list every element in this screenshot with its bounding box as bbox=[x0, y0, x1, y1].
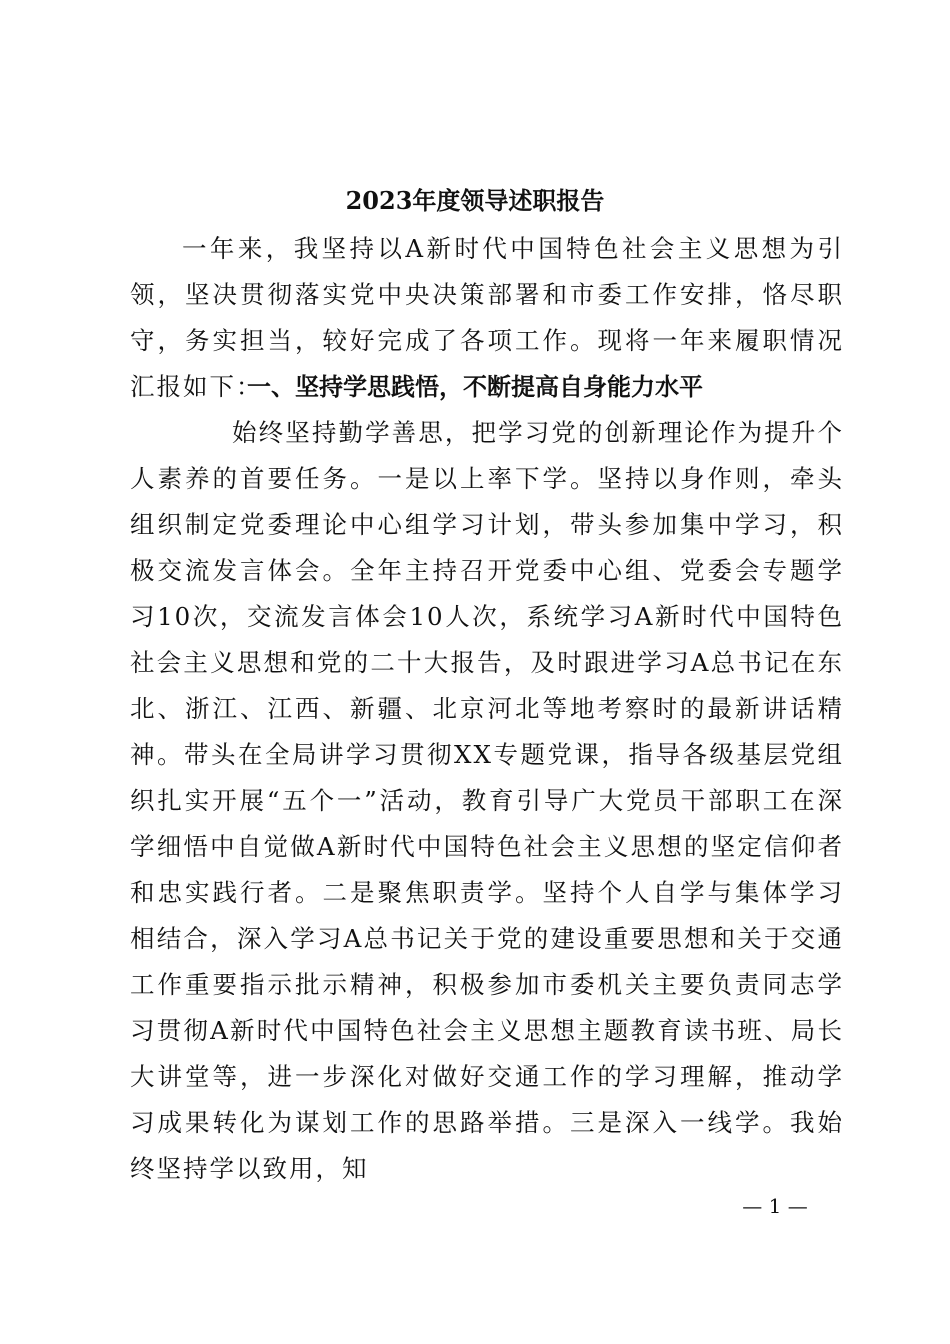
document-title: 2023年度领导述职报告 bbox=[345, 186, 605, 215]
intro-paragraph: 一年来，我坚持以A新时代中国特色社会主义思想为引领，坚决贯彻落实党中央决策部署和市委工作安排，恪尽职守，务实担当，较好完成了各项工作。现将一年来履职情况汇报如下： bbox=[130, 234, 844, 401]
body-paragraph: 始终坚持勤学善思，把学习党的创新理论作为提升个人素养的首要任务。一是以上率下学。坚持以身作则，牵头组织制定党委理论中心组学习计划，带头参加集中学习，积极交流发言体会。全年主持召开党委中心组、党委会专题学习10次，交流发言体会10人次，系统学习A新时代中国特色社会主义思想和党的二十大报告，及时跟进学习A总书记在东北、浙江、江西、新疆、北京河北等地考察时的最新讲话精神。带头在全局讲学习贯彻XX专题党课，指导各级基层党组织扎实开展“五个一”活动，教育引导广大党员干部职工在深学细悟中自觉做A新时代中国特色社会主义思想的坚定信仰者和忠实践行者。二是聚焦职责学。坚持个人自学与集体学习相结合，深入学习A总书记关于党的建设重要思想和关于交通工作重要指示批示精神，积极参加市委机关主要负责同志学习贯彻A新时代中国特色社会主义思想主题教育读书班、局长大讲堂等，进一步深化对做好交通工作的学习理解，推动学习成果转化为谋划工作的思路举措。三是深入一线学。我始终坚持学以致用，知 bbox=[130, 418, 844, 1183]
page-number: — 1 — bbox=[742, 1194, 808, 1218]
section-heading: 一、坚持学思践悟，不断提高自身能力水平 bbox=[247, 373, 703, 401]
